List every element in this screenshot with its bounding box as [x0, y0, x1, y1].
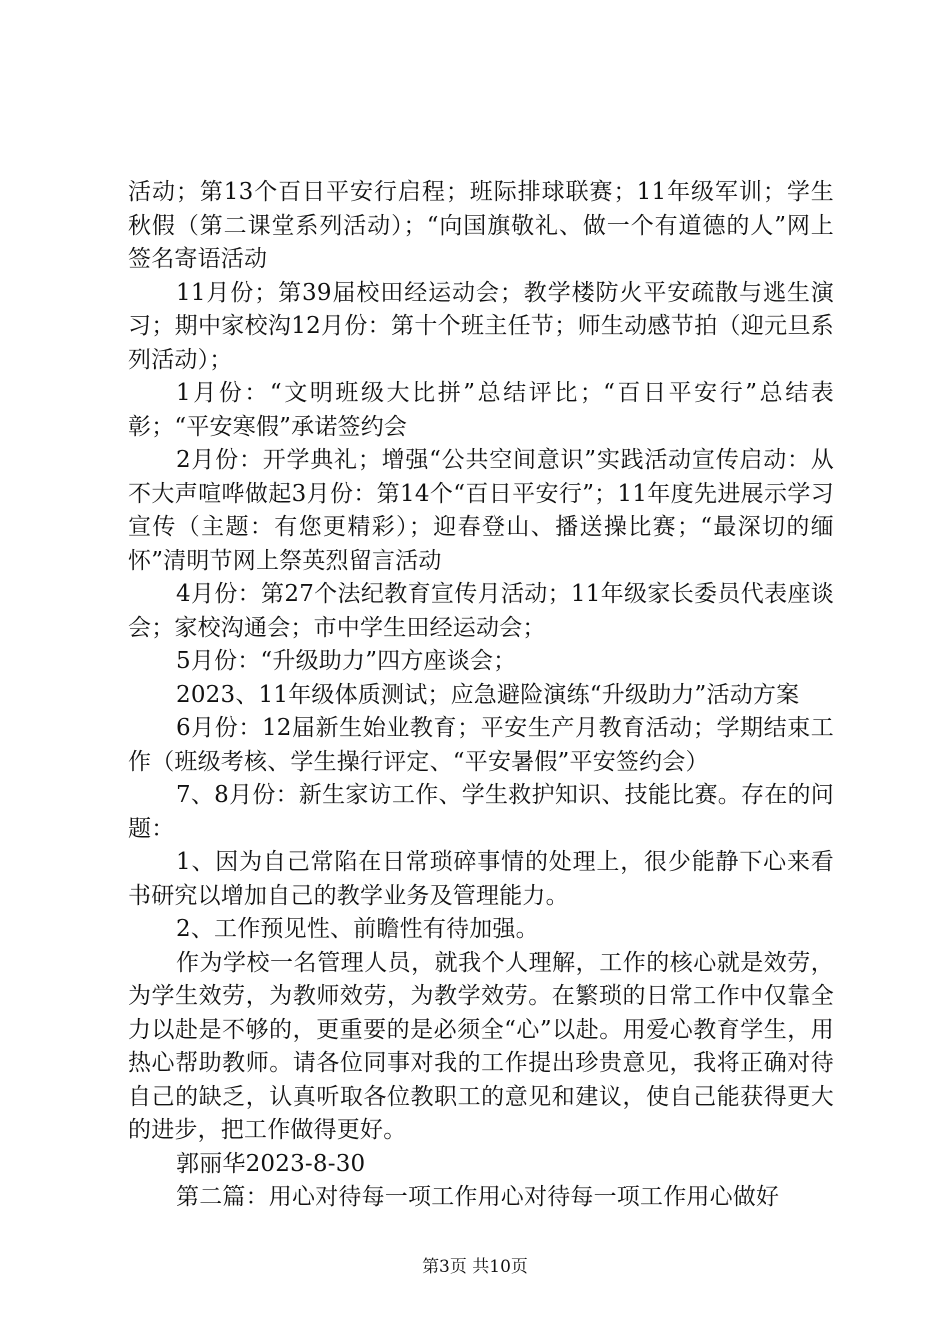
page-number-footer: 第3页 共10页: [422, 1257, 528, 1277]
paragraph: 2月份：开学典礼；增强“公共空间意识”实践活动宣传启动：从不大声喧哗做起3月份：第14个“百日平安行”；11年度先进展示学习宣传（主题：有您更精彩）；迎春登山、播送操比赛；“最深切的缅怀”清明节网上祭英烈留言活动: [128, 447, 834, 574]
document-body: [128, 176, 834, 1215]
paragraph: 2023、11年级体质测试；应急避险演练“升级助力”活动方案: [176, 681, 800, 708]
paragraph: 1、因为自己常陷在日常琐碎事情的处理上，很少能静下心来看书研究以增加自己的教学业务及管理能力。: [128, 849, 834, 909]
paragraph: 11月份；第39届校田经运动会；教学楼防火平安疏散与逃生演习；期中家校沟12月份：第十个班主任节；师生动感节拍（迎元旦系列活动）；: [128, 279, 834, 373]
paragraph: 1月份：“文明班级大比拼”总结评比；“百日平安行”总结表彰；“平安寒假”承诺签约会: [128, 380, 834, 440]
paragraph: 活动；第13个百日平安行启程；班际排球联赛；11年级军训；学生秋假（第二课堂系列活动）；“向国旗敬礼、做一个有道德的人”网上签名寄语活动: [128, 179, 834, 272]
paragraph: 7、8月份：新生家访工作、学生救护知识、技能比赛。存在的问题：: [128, 782, 834, 842]
section-heading: 第二篇：用心对待每一项工作用心对待每一项工作用心做好: [176, 1184, 780, 1210]
paragraph: 作为学校一名管理人员，就我个人理解，工作的核心就是效劳，为学生效劳，为教师效劳，为教学效劳。在繁琐的日常工作中仅靠全力以赴是不够的，更重要的是必须全“心”以赴。用爱心教育学生，用热心帮助教师。请各位同事对我的工作提出珍贵意见，我将正确对待自己的缺乏，认真听取各位教职工的意见和建议，使自己能获得更大的进步，把工作做得更好。: [128, 949, 834, 1143]
paragraph: 2、工作预见性、前瞻性有待加强。: [176, 916, 539, 942]
paragraph: 5月份：“升级助力”四方座谈会；: [176, 648, 517, 674]
paragraph: 6月份：12届新生始业教育；平安生产月教育活动；学期结束工作（班级考核、学生操行评定、“平安暑假”平安签约会）: [128, 715, 834, 775]
signature-line: 郭丽华2023-8-30: [176, 1150, 366, 1177]
paragraph: 4月份：第27个法纪教育宣传月活动；11年级家长委员代表座谈会；家校沟通会；市中学生田经运动会；: [128, 581, 834, 641]
